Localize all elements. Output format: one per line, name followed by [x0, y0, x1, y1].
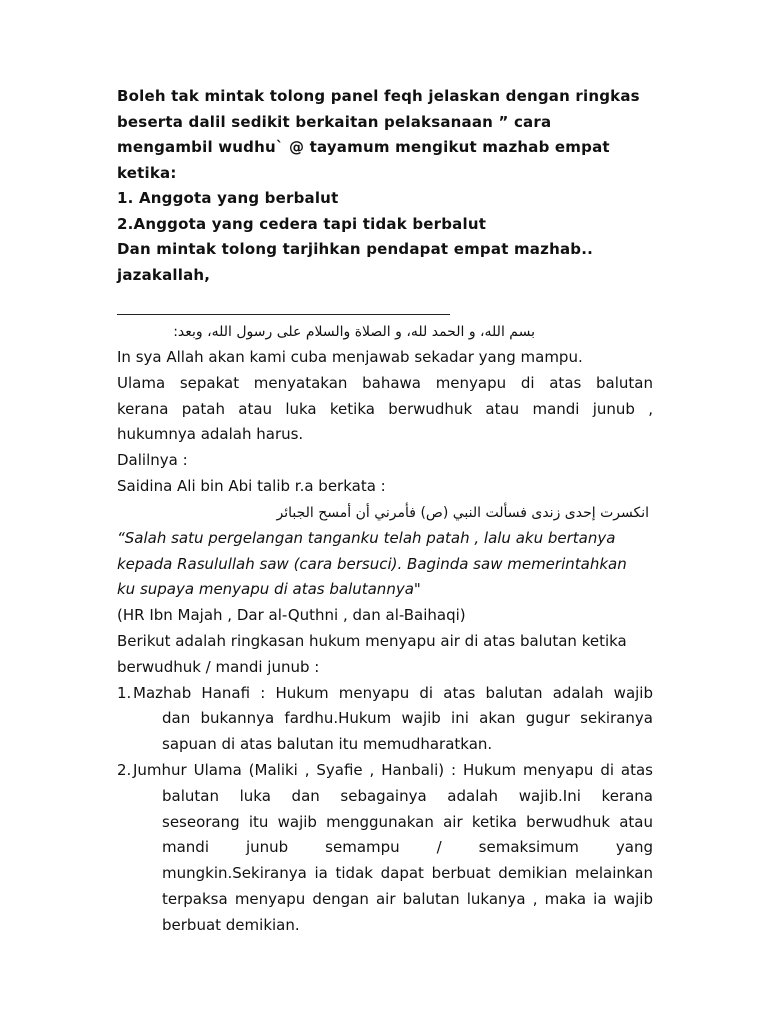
question-closing: jazakallah, — [117, 265, 211, 284]
list-item-line: terpaksa menyapu dengan air balutan lukanya , maka ia wajib — [162, 889, 653, 908]
answer-block — [117, 319, 653, 939]
list-number: 1. — [117, 683, 132, 702]
hadith-translation-line: kepada Rasulullah saw (cara bersuci). Baginda saw memerintahkan — [117, 554, 627, 573]
list-item-first-line: Jumhur Ulama (Maliki , Syafie , Hanbali) : Hukum menyapu di atas — [133, 760, 653, 779]
list-item-hanafi — [117, 681, 653, 758]
question-line: beserta dalil sedikit berkaitan pelaksanaan ” cara — [117, 112, 552, 131]
list-item-line: mungkin.Sekiranya ia tidak dapat berbuat demikian melainkan — [162, 864, 653, 883]
question-line: Dan mintak tolong tarjihkan pendapat empat mazhab.. — [117, 240, 593, 258]
list-item-line: dan bukannya fardhu.Hukum wajib ini akan gugur sekiranya — [162, 709, 653, 728]
document-page — [117, 84, 653, 939]
list-item-line: mandi junub semampu / semaksimum yang — [162, 838, 653, 857]
list-item-line: seseorang itu wajib menggunakan air ketika berwudhuk atau — [162, 812, 653, 831]
intro-text: In sya Allah akan kami cuba menjawab sekadar yang mampu. — [117, 348, 583, 366]
bismillah-arabic: بسم الله، و الحمد لله، و الصلاة والسلام على رسول الله، وبعد: — [173, 324, 535, 340]
list-item-jumhur — [117, 758, 653, 939]
separator-line — [117, 314, 450, 315]
list-item-first-line: Mazhab Hanafi : Hukum menyapu di atas balutan adalah wajib — [133, 683, 653, 702]
hadith-translation-line: “Salah satu pergelangan tanganku telah patah , lalu aku bertanya — [117, 528, 616, 547]
question-line: Boleh tak mintak tolong panel feqh jelaskan dengan ringkas — [117, 87, 640, 105]
dalil-label: Dalilnya : — [117, 451, 188, 470]
ulama-paragraph-line: hukumnya adalah harus. — [117, 425, 304, 444]
ulama-paragraph-line: Ulama sepakat menyatakan bahawa menyapu di atas balutan — [117, 373, 653, 392]
question-item-2: 2.Anggota yang cedera tapi tidak berbalut — [117, 214, 487, 233]
hadith-arabic: انكسرت إحدى زندى فسألت النبي (ص) فأمرني أن أمسح الجبائر — [276, 504, 649, 521]
hadith-source: (HR Ibn Majah , Dar al-Quthni , dan al-Baihaqi) — [117, 606, 466, 625]
hadith-translation-line: ku supaya menyapu di atas balutannya" — [117, 580, 421, 599]
summary-intro-line: berwudhuk / mandi junub : — [117, 657, 320, 676]
list-item-line: sapuan di atas balutan itu memudharatkan. — [162, 735, 493, 754]
list-item-line: balutan luka dan sebagainya adalah wajib.Ini kerana — [162, 786, 653, 805]
question-line: mengambil wudhu` @ tayamum mengikut mazhab empat — [117, 138, 610, 156]
list-item-line: berbuat demikian. — [162, 915, 300, 934]
ulama-paragraph-line: kerana patah atau luka ketika berwudhuk atau mandi junub , — [117, 399, 653, 418]
summary-intro-line: Berikut adalah ringkasan hukum menyapu air di atas balutan ketika — [117, 631, 627, 650]
list-number: 2. — [117, 760, 132, 779]
question-block — [117, 84, 653, 288]
narrator-text: Saidina Ali bin Abi talib r.a berkata : — [117, 476, 386, 495]
question-line: ketika: — [117, 163, 177, 182]
question-item-1: 1. Anggota yang berbalut — [117, 189, 339, 207]
